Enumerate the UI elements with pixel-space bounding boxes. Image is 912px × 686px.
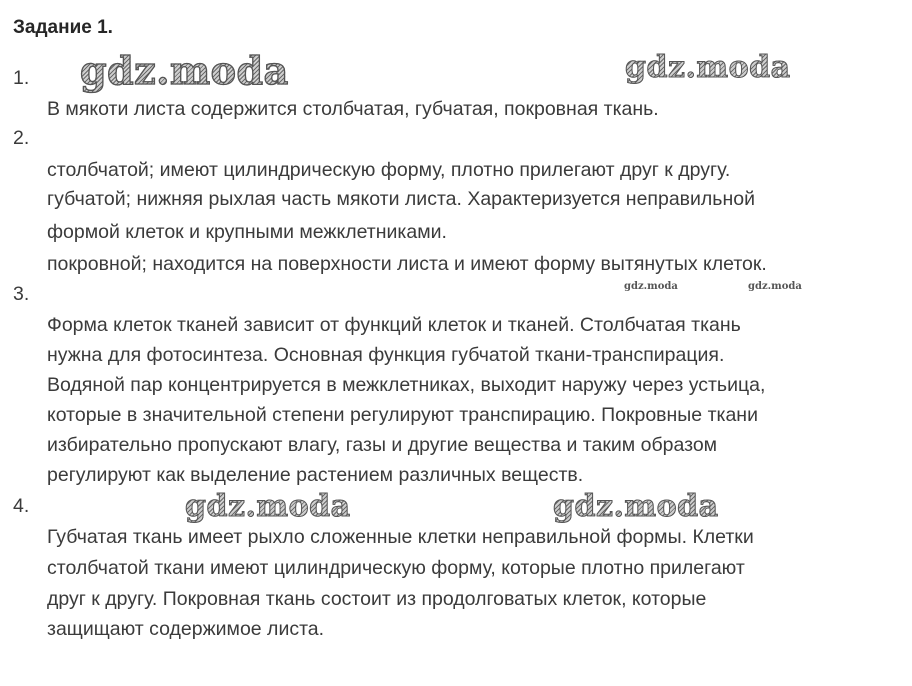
watermark-logo: gdz.moda <box>553 489 719 524</box>
answer-line: регулируют как выделение растением различных веществ. <box>47 464 584 486</box>
answer-line: нужна для фотосинтеза. Основная функция губчатой ткани-транспирация. <box>47 344 725 366</box>
answer-line: столбчатой; имеют цилиндрическую форму, плотно прилегают друг к другу. <box>47 159 731 181</box>
answer-line: покровной; находится на поверхности листа и имеют форму вытянутых клеток. <box>47 253 767 275</box>
item-number: 2. <box>13 127 30 149</box>
answer-line: Водяной пар концентрируется в межклетниках, выходит наружу через устьица, <box>47 374 766 396</box>
item-number: 4. <box>13 495 30 517</box>
watermark-logo: gdz.moda <box>625 50 791 85</box>
answer-line: Форма клеток тканей зависит от функций клеток и тканей. Столбчатая ткань <box>47 314 741 336</box>
answer-line: Губчатая ткань имеет рыхло сложенные клетки неправильной формы. Клетки <box>47 526 754 548</box>
item-number: 3. <box>13 283 30 305</box>
watermark-logo: gdz.moda <box>80 48 289 93</box>
watermark-logo: gdz.moda <box>624 281 678 292</box>
task-title: Задание 1. <box>13 17 113 38</box>
item-number: 1. <box>13 67 30 89</box>
answer-line: формой клеток и крупными межклетниками. <box>47 221 447 243</box>
watermark-logo: gdz.moda <box>185 489 351 524</box>
answer-line: защищают содержимое листа. <box>47 618 325 640</box>
answer-line: которые в значительной степени регулируют транспирацию. Покровные ткани <box>47 404 758 426</box>
watermark-logo: gdz.moda <box>748 281 802 292</box>
answer-line: губчатой; нижняя рыхлая часть мякоти листа. Характеризуется неправильной <box>47 188 755 210</box>
answer-line: избирательно пропускают влагу, газы и другие вещества и таким образом <box>47 434 718 456</box>
answer-line: столбчатой ткани имеют цилиндрическую форму, которые плотно прилегают <box>47 557 745 579</box>
answer-line: друг к другу. Покровная ткань состоит из продолговатых клеток, которые <box>47 588 707 610</box>
answer-line: В мякоти листа содержится столбчатая, губчатая, покровная ткань. <box>47 98 659 120</box>
